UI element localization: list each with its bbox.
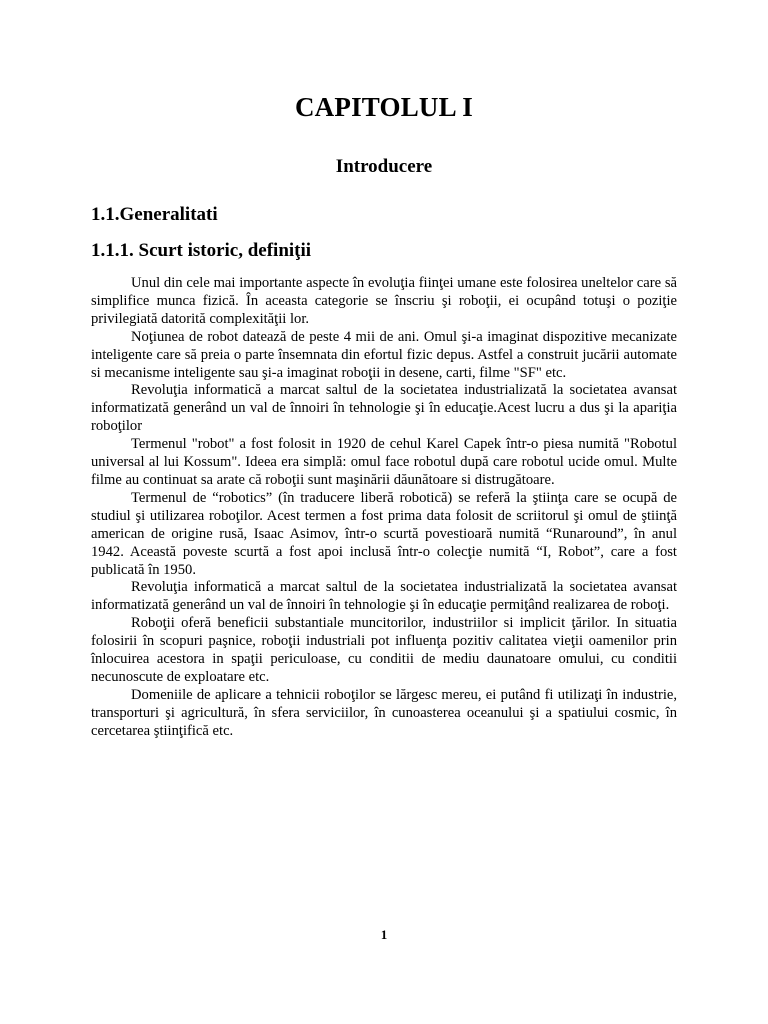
page-number: 1 [380, 927, 388, 942]
paragraph: Unul din cele mai importante aspecte în evoluţia fiinţei umane este folosirea uneltelor care să simplifice munca fizică. În aceasta categorie se înscriu şi roboţii, ei ocupând totuşi o poziţie privilegiată datorită complexităţii lor. [91, 275, 677, 327]
intro-title: Introducere [335, 156, 433, 177]
paragraph: Termenul "robot" a fost folosit in 1920 de cehul Karel Capek într-o piesa numită "Robotul universal al lui Kossum". Ideea era simplă: omul face robotul după care robotul ucide omul. Multe filme au continuat sa arate că roboţii sunt maşinării dăunătoare si distrugătoare. [91, 436, 677, 488]
paragraph: Noţiunea de robot datează de peste 4 mii de ani. Omul şi-a imaginat dispozitive mecanizate inteligente care să preia o parte însemnata din efortul fizic depus. Astfel a construit jucării automate si mecanisme inteligente sau şi-a imaginat roboţii in desene, carti, filme "SF" etc. [91, 328, 677, 381]
paragraph: Revoluţia informatică a marcat saltul de la societatea industrializată la societatea avansat informatizată generând un val de înnoiri în tehnologie şi în educaţie permiţând realizarea de roboţi. [91, 579, 677, 614]
chapter-title: CAPITOLUL I [294, 92, 473, 122]
paragraph: Revoluţia informatică a marcat saltul de la societatea industrializată la societatea avansat informatizată generând un val de înnoiri în tehnologie şi în educaţie.Acest lucru a dus şi la apariţia roboţilor [91, 382, 677, 435]
paragraph: Roboţii oferă beneficii substantiale muncitorilor, industriilor si implicit ţărilor. In situatia folosirii în scopuri paşnice, roboţii industriali pot influenţa pozitiv calitatea vieţii oamenilor prin înlocuirea acestora in spaţii periculoase, cu conditii de mediu daunatoare omului, cu conditii necunoscute de exploatare etc. [91, 615, 677, 685]
section-heading: 1.1.Generalitati [91, 204, 218, 225]
body-text [91, 275, 677, 741]
paragraph: Domeniile de aplicare a tehnicii roboţilor se lărgesc mereu, ei putând fi utilizaţi în industrie, transporturi şi agricultură, în sfera serviciilor, în cunoasterea oceanului şi a spatiului cosmic, în cercetarea ştiinţifică etc. [91, 686, 677, 739]
subsection-heading: 1.1.1. Scurt istoric, definiţii [91, 240, 312, 261]
paragraph: Termenul de “robotics” (în traducere liberă robotică) se referă la ştiinţa care se ocupă de studiul şi utilizarea roboţilor. Acest termen a fost prima data folosit de scriitorul şi omul de ştiinţă american de origine rusă, Isaac Asimov, într-o scurtă povestioară numită “Runaround”, în anul 1942. Această poveste scurtă a fost apoi inclusă într-o colecţie numită “I, Robot”, care a fost publicată în 1950. [91, 489, 677, 578]
